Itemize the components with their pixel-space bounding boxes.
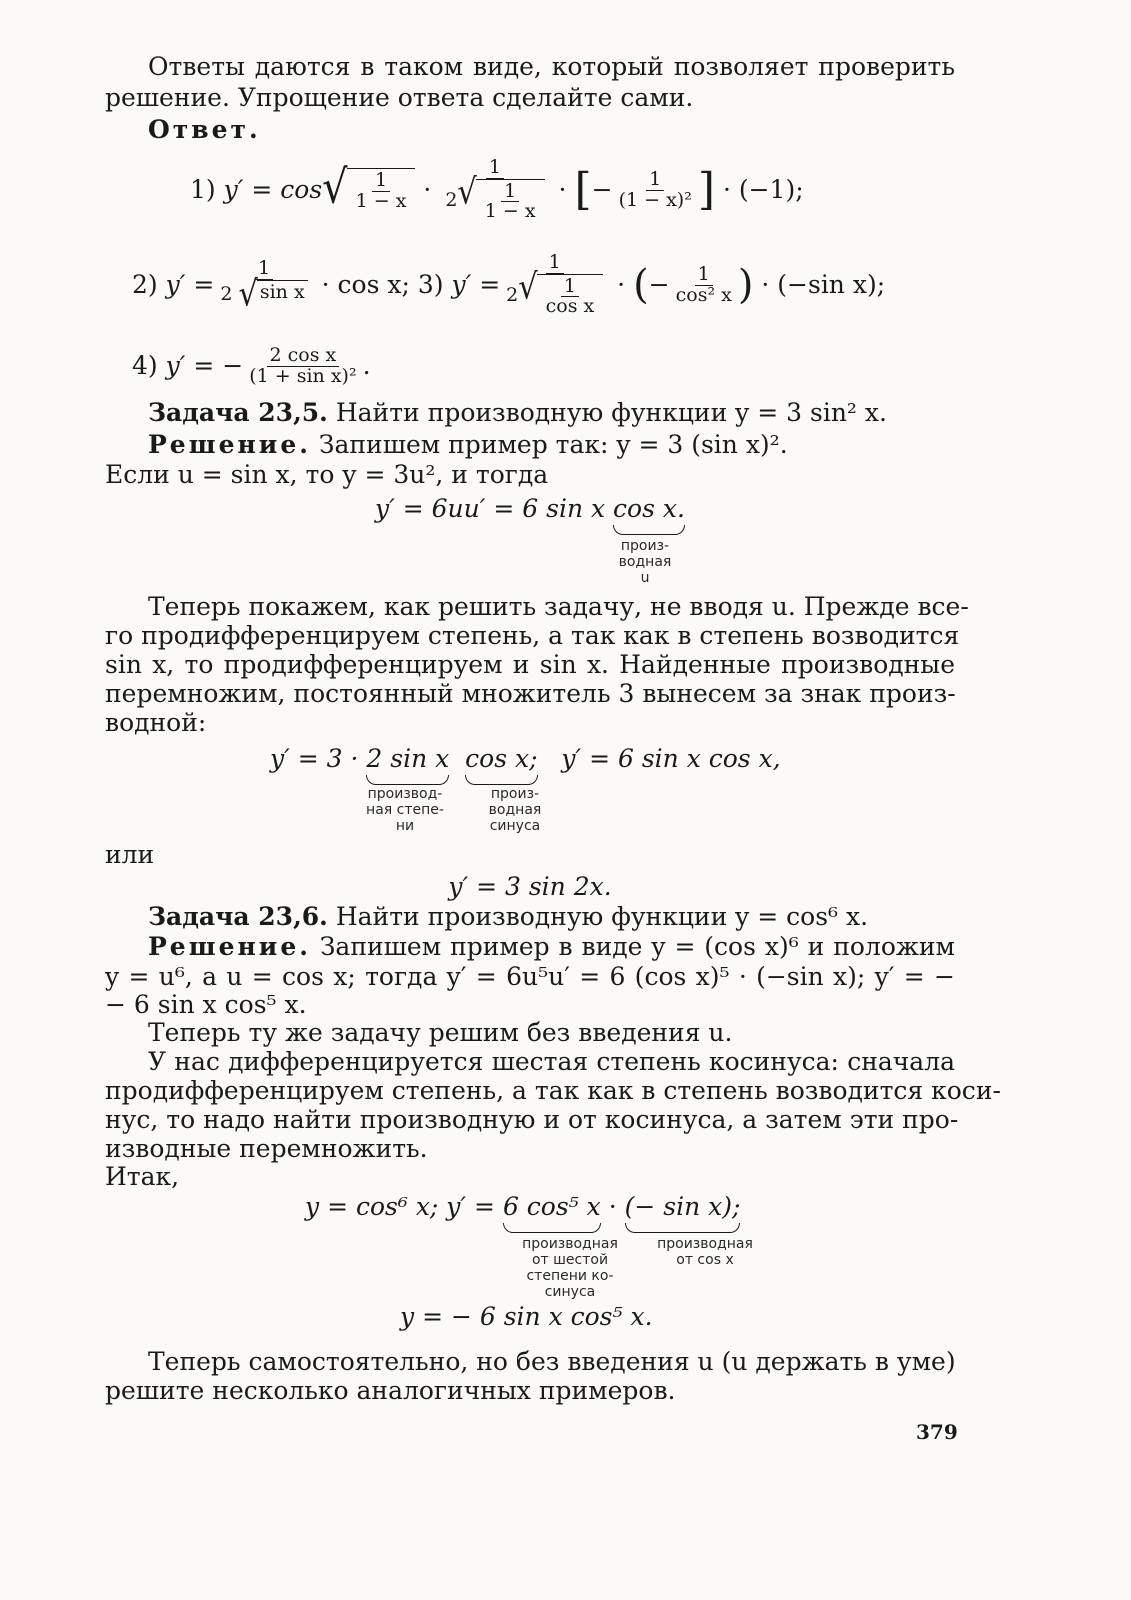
- final-line-2: решите несколько аналогичных примеров.: [105, 1376, 676, 1405]
- task-23-6-sol-line-3: − 6 sin x cos⁵ x.: [105, 990, 307, 1019]
- or-text: или: [105, 840, 155, 869]
- task-23-5-substitution: Если u = sin x, то y = 3u², и тогда: [105, 460, 549, 489]
- para-line-4: перемножим, постоянный множитель 3 вынесем за знак произ-: [105, 679, 956, 708]
- page-number: 379: [916, 1420, 958, 1444]
- note-power-derivative: производ- ная степе- ни: [366, 786, 444, 834]
- note-derivative-u: произ- водная u: [618, 538, 672, 586]
- task-23-6-para2-line-2: продифференцируем степень, а так как в степень возводится коси-: [105, 1076, 1001, 1105]
- task-23-6-title: Задача 23,6. Найти производную функции y = cos⁶ x.: [148, 902, 869, 931]
- fraction: 1 2 √ $\frac{1}{1 - x}$: [442, 158, 547, 223]
- task-23-5-eq3: y′ = 3 sin 2x.: [448, 872, 612, 901]
- underbrace: [613, 525, 685, 535]
- para-line-2: го продифференцируем степень, а так как в степень возводится: [105, 621, 960, 650]
- final-line-1: Теперь самостоятельно, но без введения u (u держать в уме): [148, 1347, 956, 1376]
- para-line-3: sin x, то продифференцируем и sin x. Найденные производные: [105, 650, 955, 679]
- task-23-5-eq2: y′ = 3 · 2 sin x cos x; y′ = 6 sin x cos x,: [270, 744, 870, 785]
- task-23-6-sol-line-2: y = u⁶, а u = cos x; тогда y′ = 6u⁵u′ = 6 (cos x)⁵ · (−sin x); y′ = −: [105, 962, 955, 991]
- itak-text: Итак,: [105, 1162, 180, 1191]
- intro-line-2: решение. Упрощение ответа сделайте сами.: [105, 83, 694, 112]
- answer-heading: Ответ.: [148, 115, 261, 144]
- sqrt-sign: √ $\frac{1}{1 - x}$: [322, 168, 415, 212]
- task-23-6-para2-line-1: У нас дифференцируется шестая степень косинуса: сначала: [148, 1047, 955, 1076]
- task-23-5-solution: Решение. Запишем пример так: y = 3 (sin x)².: [148, 430, 788, 459]
- answer-1-formula: 1) y′ = cos √ $\frac{1}{1 - x}$ · 1 2 √ $\frac{1}{1 - x}$ · [ − $\frac{1}{\text{(1 − x)²}}$ ] · (−1);: [190, 155, 804, 223]
- para-line-1: Теперь покажем, как решить задачу, не вводя u. Прежде все-: [148, 592, 969, 621]
- answer-2-3-formula: 2) y′ = 1 2 √ sin x · cos x; 3) y′ = 1 2 √ $\frac{1}{\text{cos x}}$ · ( − $\frac{1}{\text{cos² x}}$ ) · (−sin x);: [132, 250, 886, 318]
- task-23-5-title: Задача 23,5. Найти производную функции y = 3 sin² x.: [148, 398, 887, 427]
- task-23-6-para2-line-3: нус, то надо найти производную и от косинуса, а затем эти про-: [105, 1105, 959, 1134]
- note-cos-derivative: производная от cos x: [657, 1236, 753, 1268]
- note-sine-derivative: произ- водная синуса: [488, 786, 542, 834]
- task-23-5-eq1: y′ = 6uu′ = 6 sin x cos x.: [375, 494, 775, 535]
- note-sixth-power-derivative: производная от шестой степени ко- синуса: [522, 1236, 618, 1300]
- task-23-6-solution: Решение. Запишем пример в виде y = (cos x)⁶ и положим: [148, 932, 955, 961]
- answer-4-formula: 4) y′ = − $\frac{\text{2 cos x}}{\text{(1 + sin x)²}}$ .: [132, 343, 371, 387]
- task-23-6-eq1: y = cos⁶ x; y′ = 6 cos⁵ x · (− sin x);: [305, 1192, 805, 1233]
- intro-line-1: Ответы даются в таком виде, который позволяет проверить: [148, 52, 955, 81]
- para-line-5: водной:: [105, 708, 207, 737]
- task-23-6-eq2: y = − 6 sin x cos⁵ x.: [400, 1302, 653, 1331]
- task-23-6-para1: Теперь ту же задачу решим без введения u.: [148, 1018, 733, 1047]
- task-23-6-para2-line-4: изводные перемножить.: [105, 1134, 428, 1163]
